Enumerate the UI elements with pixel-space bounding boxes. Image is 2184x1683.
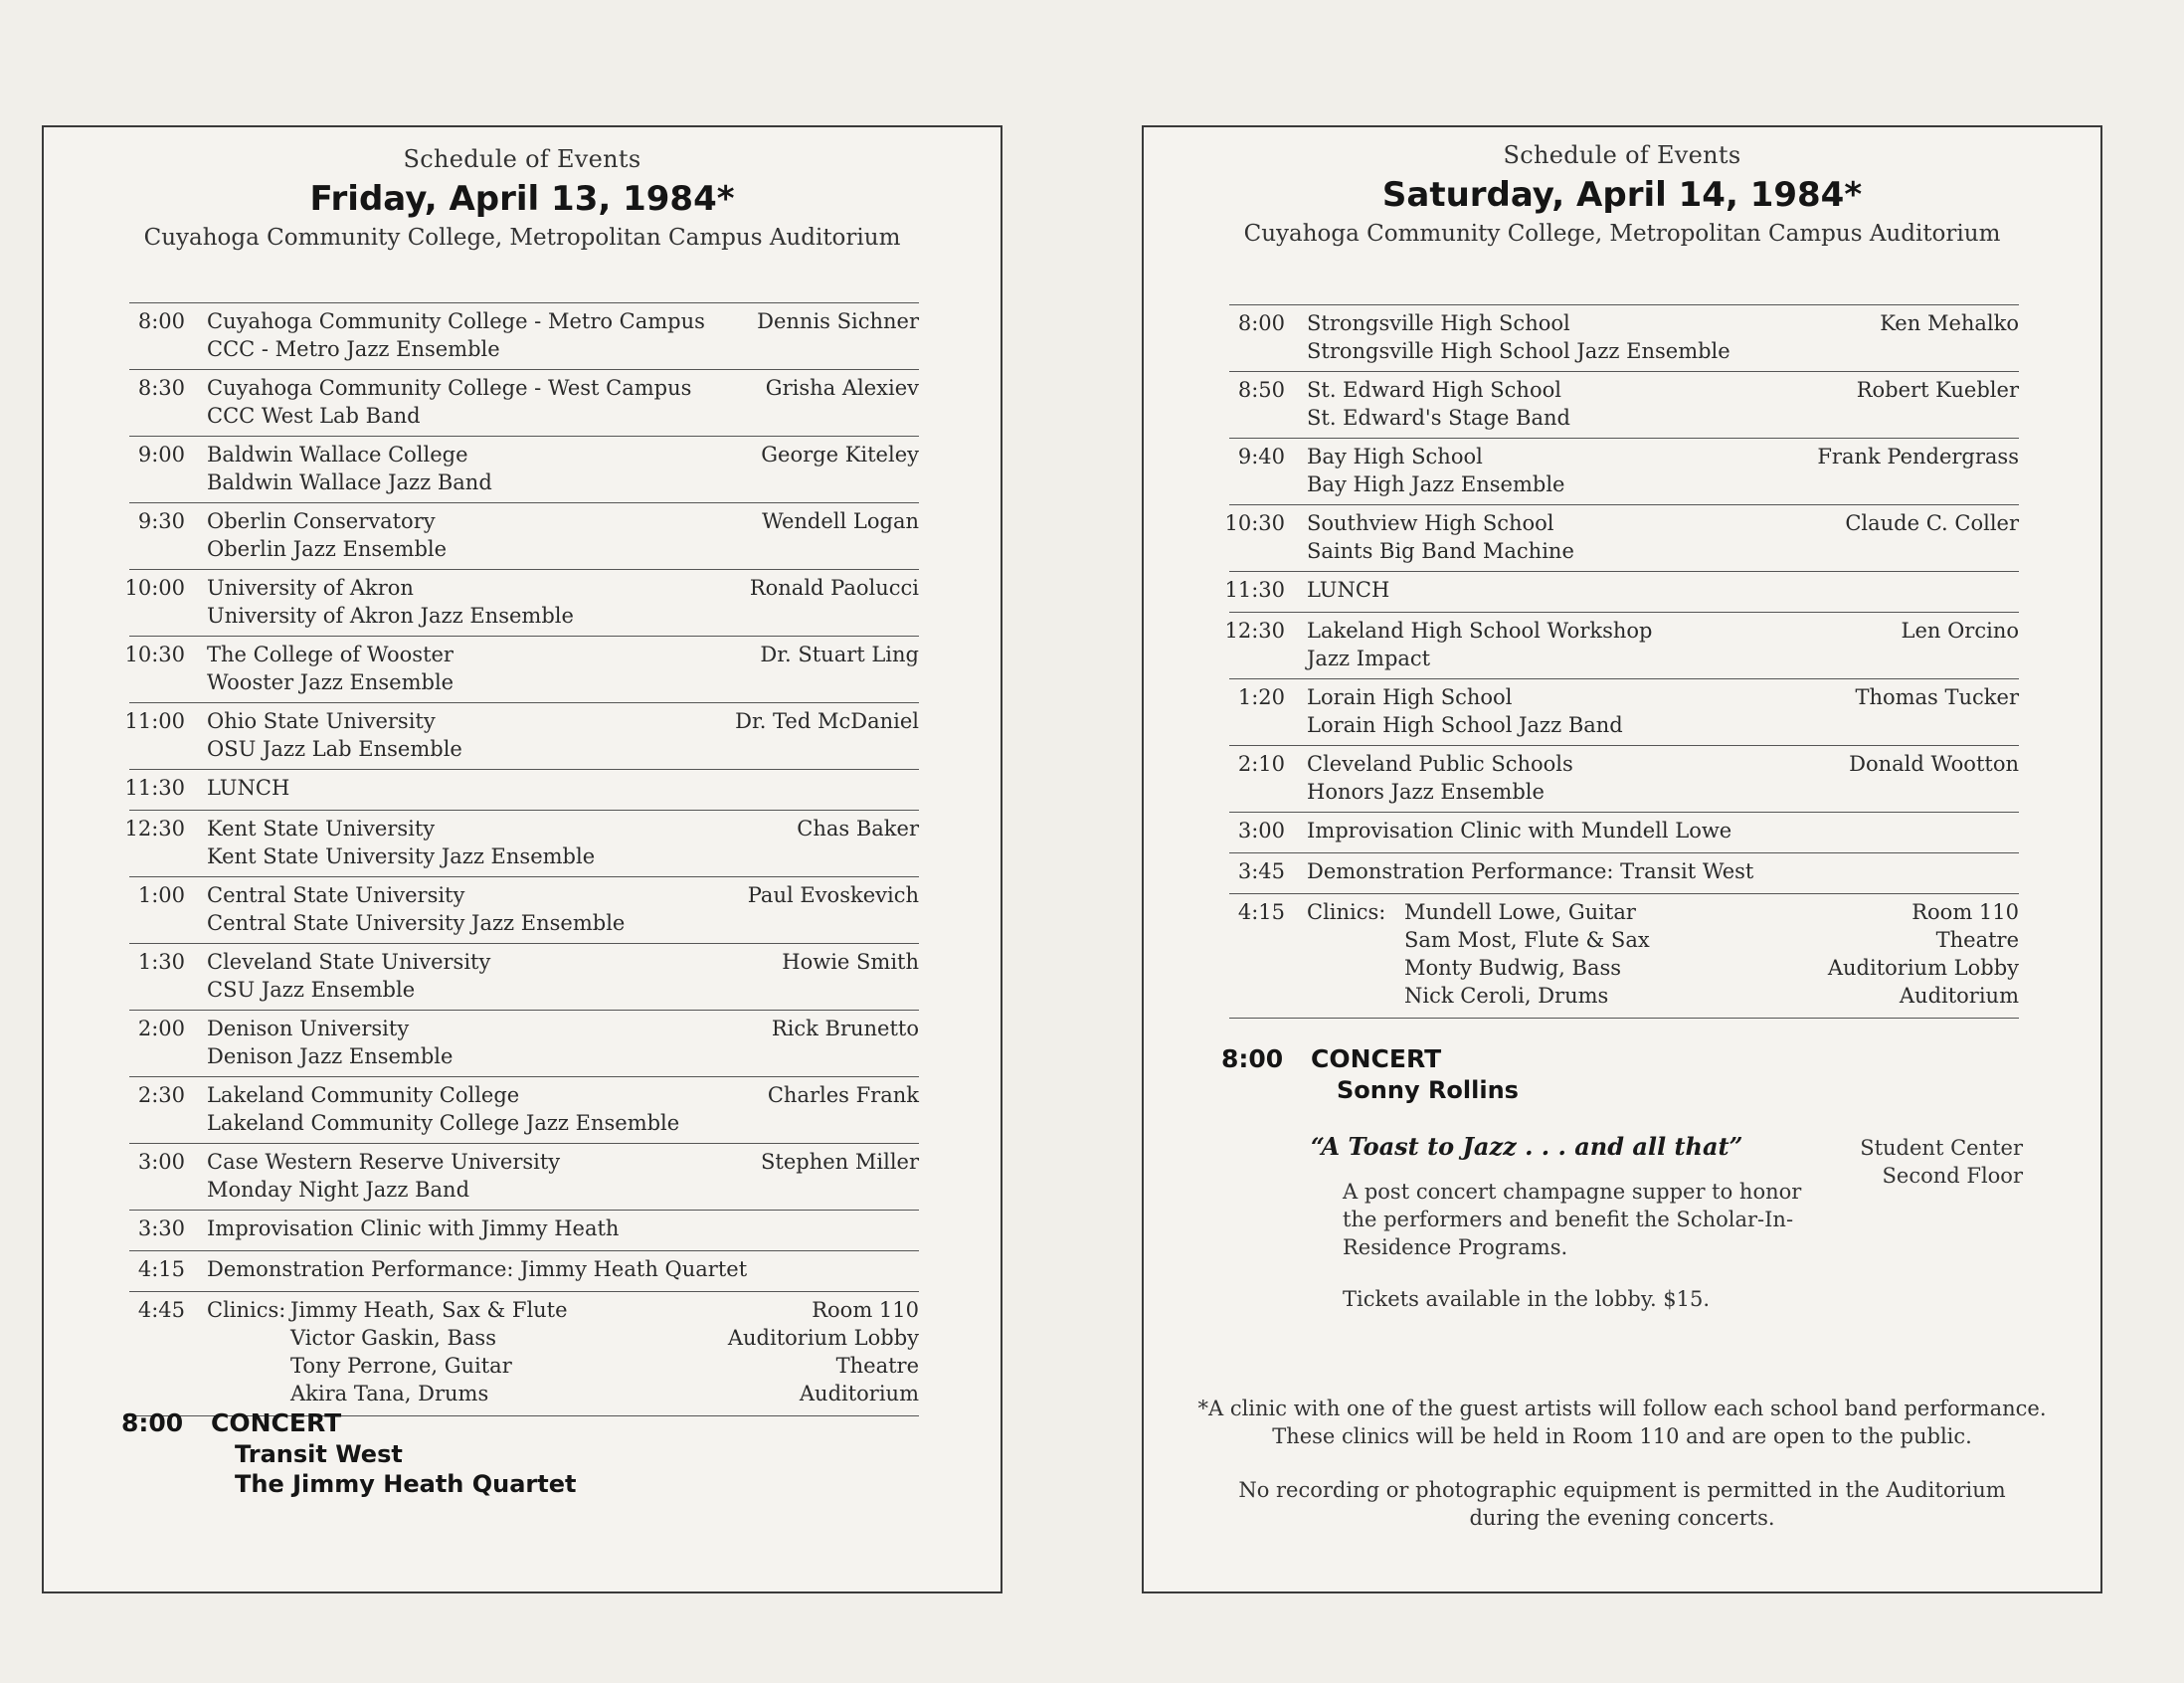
row-leader: Thomas Tucker (1855, 685, 2019, 709)
toast-line: A post concert champagne supper to honor (1343, 1180, 1802, 1204)
row-time: 2:10 (1237, 752, 1285, 776)
schedule-row (1224, 612, 2019, 678)
row-time: 3:45 (1237, 859, 1285, 883)
row-line2: Lorain High School Jazz Band (1307, 713, 1623, 737)
row-time: 3:00 (137, 1150, 185, 1174)
row-description (207, 774, 289, 802)
row-time: 8:00 (137, 309, 185, 333)
schedule-row (129, 1010, 919, 1076)
row-line2: Saints Big Band Machine (1307, 539, 1574, 563)
concert-time: 8:00 (1221, 1044, 1284, 1073)
row-leader: George Kiteley (761, 443, 919, 467)
row-description (207, 574, 574, 630)
row-line1: Kent State University (207, 817, 436, 841)
schedule-row (129, 1076, 919, 1143)
row-time: 2:00 (137, 1017, 185, 1040)
bleed-through-decoration (1432, 0, 1441, 39)
row-line1: LUNCH (207, 776, 290, 800)
row-description (1307, 817, 1731, 844)
row-description (1307, 576, 1389, 604)
row-time: 3:30 (137, 1216, 185, 1240)
notice-line: No recording or photographic equipment is permitted in the Auditorium (1238, 1478, 2006, 1502)
row-description (207, 815, 595, 870)
row-time: 8:50 (1237, 378, 1285, 402)
schedule-row (1229, 745, 2019, 812)
toast-location-line: Second Floor (1882, 1164, 2023, 1188)
row-description (207, 1215, 619, 1242)
clinic-artist: Monty Budwig, Bass (1404, 956, 1622, 980)
row-line1: Cuyahoga Community College - West Campus (207, 376, 692, 400)
row-description (1307, 857, 1753, 885)
row-line1: Demonstration Performance: Jimmy Heath Quartet (207, 1257, 748, 1281)
row-line2: St. Edward's Stage Band (1307, 406, 1570, 430)
row-leader: Charles Frank (767, 1083, 919, 1107)
clinic-room: Room 110 (1911, 900, 2019, 924)
row-description (1307, 750, 1573, 806)
schedule-row (129, 943, 919, 1010)
row-time: 1:30 (137, 950, 185, 974)
schedule-row (1229, 678, 2019, 745)
row-time: 9:40 (1237, 445, 1285, 468)
clinic-artist: Nick Ceroli, Drums (1404, 984, 1609, 1008)
toast-location (1860, 1134, 2023, 1190)
row-line1: Southview High School (1307, 511, 1554, 535)
clinic-room: Room 110 (812, 1298, 919, 1322)
clinic-rooms (728, 1296, 919, 1407)
row-time: 12:30 (1224, 619, 1285, 643)
row-description (207, 374, 691, 430)
concert-title: CONCERT (211, 1408, 342, 1437)
friday-header: Schedule of Events (403, 145, 641, 173)
row-leader: Ronald Paolucci (749, 576, 919, 600)
schedule-row (129, 1143, 919, 1210)
row-leader: Len Orcino (1901, 619, 2019, 643)
footnote-line: *A clinic with one of the guest artists will follow each school band performance. (1197, 1397, 2047, 1420)
row-description (1307, 509, 1574, 565)
row-leader: Howie Smith (782, 950, 919, 974)
friday-date-title: Friday, April 13, 1984* (309, 179, 735, 219)
row-time: 11:30 (124, 776, 185, 800)
row-description (1307, 376, 1570, 432)
friday-schedule-panel (42, 125, 1002, 1593)
saturday-venue: Cuyahoga Community College, Metropolitan Campus Auditorium (1243, 221, 2001, 247)
row-leader: Wendell Logan (762, 509, 919, 533)
row-line1: Improvisation Clinic with Jimmy Heath (207, 1216, 620, 1240)
row-leader: Chas Baker (797, 817, 919, 841)
row-line2: Wooster Jazz Ensemble (207, 670, 455, 694)
schedule-row (1229, 438, 2019, 504)
row-description (207, 307, 705, 363)
schedule-row (129, 1210, 919, 1250)
row-line1: Lorain High School (1307, 685, 1513, 709)
concert-act: The Jimmy Heath Quartet (235, 1470, 577, 1498)
concert-act: Sonny Rollins (1337, 1076, 1519, 1104)
row-line2: Honors Jazz Ensemble (1307, 780, 1545, 804)
clinics-label: Clinics: (207, 1298, 286, 1322)
row-line2: CCC West Lab Band (207, 404, 421, 428)
saturday-date-title: Saturday, April 14, 1984* (1381, 175, 1863, 215)
clinic-artist: Mundell Lowe, Guitar (1404, 900, 1636, 924)
schedule-row (129, 876, 919, 943)
saturday-header: Schedule of Events (1503, 141, 1741, 169)
row-description (207, 441, 492, 496)
concert-title: CONCERT (1311, 1044, 1442, 1073)
saturday-schedule-panel (1142, 125, 2102, 1593)
clinics-row (1229, 893, 2019, 1018)
row-leader: Frank Pendergrass (1817, 445, 2019, 468)
notice-line: during the evening concerts. (1469, 1506, 1775, 1530)
row-line1: Lakeland Community College (207, 1083, 520, 1107)
schedule-bottom-rule (1229, 1018, 2019, 1019)
row-line1: Denison University (207, 1017, 410, 1040)
row-description (1307, 617, 1652, 672)
row-time: 10:30 (1224, 511, 1285, 535)
row-line1: The College of Wooster (207, 643, 454, 666)
row-time: 3:00 (1237, 819, 1285, 842)
toast-location-line: Student Center (1860, 1136, 2023, 1160)
row-line1: Central State University (207, 883, 465, 907)
row-description (1307, 309, 1730, 365)
clinic-artist: Jimmy Heath, Sax & Flute (290, 1298, 568, 1322)
clinic-room: Theatre (1935, 928, 2019, 952)
row-description (207, 507, 447, 563)
row-time: 12:30 (124, 817, 185, 841)
schedule-row (1229, 371, 2019, 438)
row-line2: Oberlin Jazz Ensemble (207, 537, 448, 561)
schedule-row (129, 502, 919, 569)
row-description (207, 1255, 747, 1283)
recording-notice (1144, 1476, 2100, 1532)
row-leader: Ken Mehalko (1880, 311, 2019, 335)
row-description (207, 881, 625, 937)
row-line2: Strongsville High School Jazz Ensemble (1307, 339, 1730, 363)
row-line1: Cleveland State University (207, 950, 491, 974)
clinic-rooms (1828, 898, 2019, 1010)
schedule-row (1224, 504, 2019, 571)
row-line2: University of Akron Jazz Ensemble (207, 604, 574, 628)
clinic-room: Auditorium Lobby (1827, 956, 2019, 980)
row-description (1307, 443, 1564, 498)
row-time: 9:30 (137, 509, 185, 533)
clinic-artist: Sam Most, Flute & Sax (1404, 928, 1650, 952)
clinic-artist: Akira Tana, Drums (290, 1382, 489, 1405)
row-time: 2:30 (137, 1083, 185, 1107)
row-line1: Case Western Reserve University (207, 1150, 561, 1174)
clinic-artists (1404, 898, 1650, 1010)
schedule-row (129, 369, 919, 436)
clinic-artist: Tony Perrone, Guitar (290, 1354, 512, 1378)
row-line2: Jazz Impact (1307, 647, 1431, 670)
row-leader: Grisha Alexiev (765, 376, 919, 400)
schedule-row (124, 810, 919, 876)
row-time: 10:00 (124, 576, 185, 600)
footnote-line: These clinics will be held in Room 110 and are open to the public. (1272, 1424, 1972, 1448)
clinic-room: Auditorium (1899, 984, 2019, 1008)
row-line1: Ohio State University (207, 709, 436, 733)
row-description (207, 1148, 560, 1204)
row-line1: Demonstration Performance: Transit West (1307, 859, 1754, 883)
schedule-row (129, 302, 919, 369)
row-time: 8:00 (1237, 311, 1285, 335)
friday-schedule-table (124, 302, 919, 1416)
row-line1: Lakeland High School Workshop (1307, 619, 1653, 643)
toast-line: the performers and benefit the Scholar-In- (1343, 1208, 1794, 1231)
row-leader: Robert Kuebler (1856, 378, 2019, 402)
row-line1: University of Akron (207, 576, 414, 600)
row-time: 4:45 (137, 1298, 185, 1322)
schedule-row (1229, 812, 2019, 852)
row-line2: Denison Jazz Ensemble (207, 1044, 454, 1068)
row-description (207, 948, 490, 1004)
row-leader: Dennis Sichner (757, 309, 919, 333)
clinics-label: Clinics: (1307, 900, 1386, 924)
concert-time: 8:00 (121, 1408, 184, 1437)
row-line2: OSU Jazz Lab Ensemble (207, 737, 462, 761)
clinic-room: Auditorium Lobby (727, 1326, 919, 1350)
toast-title: “A Toast to Jazz . . . and all that” (1311, 1132, 1743, 1161)
row-time: 11:00 (124, 709, 185, 733)
row-leader: Dr. Ted McDaniel (735, 709, 919, 733)
row-description (1307, 683, 1623, 739)
schedule-row (124, 636, 919, 702)
row-time: 4:15 (1237, 900, 1285, 924)
schedule-row (124, 702, 919, 769)
friday-venue: Cuyahoga Community College, Metropolitan Campus Auditorium (143, 225, 901, 251)
row-line1: Improvisation Clinic with Mundell Lowe (1307, 819, 1732, 842)
schedule-row (124, 769, 919, 810)
row-leader: Donald Wootton (1849, 752, 2019, 776)
row-line2: Central State University Jazz Ensemble (207, 911, 626, 935)
concert-act: Transit West (235, 1440, 403, 1468)
row-line2: Bay High Jazz Ensemble (1307, 472, 1565, 496)
row-line2: Lakeland Community College Jazz Ensemble (207, 1111, 680, 1135)
toast-line: Residence Programs. (1343, 1235, 1568, 1259)
schedule-row (1229, 304, 2019, 371)
row-line2: Baldwin Wallace Jazz Band (207, 470, 492, 494)
schedule-row (1229, 852, 2019, 893)
schedule-row (129, 436, 919, 502)
row-line1: Cuyahoga Community College - Metro Campus (207, 309, 705, 333)
row-line2: Monday Night Jazz Band (207, 1178, 470, 1202)
row-time: 4:15 (137, 1257, 185, 1281)
row-line1: Oberlin Conservatory (207, 509, 436, 533)
row-description (207, 707, 462, 763)
row-line1: LUNCH (1307, 578, 1390, 602)
row-leader: Paul Evoskevich (747, 883, 919, 907)
row-time: 10:30 (124, 643, 185, 666)
row-description (207, 641, 454, 696)
schedule-row (129, 1250, 919, 1291)
row-leader: Dr. Stuart Ling (760, 643, 919, 666)
row-time: 8:30 (137, 376, 185, 400)
row-line2: CSU Jazz Ensemble (207, 978, 416, 1002)
clinic-artist: Victor Gaskin, Bass (290, 1326, 496, 1350)
row-time: 1:20 (1237, 685, 1285, 709)
row-time: 11:30 (1224, 578, 1285, 602)
row-line1: Baldwin Wallace College (207, 443, 468, 467)
row-leader: Rick Brunetto (771, 1017, 919, 1040)
row-line1: Strongsville High School (1307, 311, 1570, 335)
row-leader: Claude C. Coller (1845, 511, 2019, 535)
row-description (207, 1015, 453, 1070)
saturday-schedule-table (1224, 304, 2019, 1019)
clinic-room: Auditorium (799, 1382, 919, 1405)
row-line1: Cleveland Public Schools (1307, 752, 1573, 776)
row-line2: Kent State University Jazz Ensemble (207, 844, 596, 868)
toast-tickets: Tickets available in the lobby. $15. (1343, 1287, 1711, 1311)
row-line1: Bay High School (1307, 445, 1483, 468)
schedule-row (1224, 571, 2019, 612)
row-time: 9:00 (137, 443, 185, 467)
clinics-row (129, 1291, 919, 1415)
row-time: 1:00 (137, 883, 185, 907)
clinic-artists (290, 1296, 568, 1407)
row-line2: CCC - Metro Jazz Ensemble (207, 337, 500, 361)
clinic-footnote (1144, 1395, 2100, 1450)
row-line1: St. Edward High School (1307, 378, 1561, 402)
row-leader: Stephen Miller (761, 1150, 919, 1174)
clinic-room: Theatre (835, 1354, 919, 1378)
row-description (207, 1081, 679, 1137)
schedule-row (124, 569, 919, 636)
toast-description (1343, 1178, 1801, 1261)
